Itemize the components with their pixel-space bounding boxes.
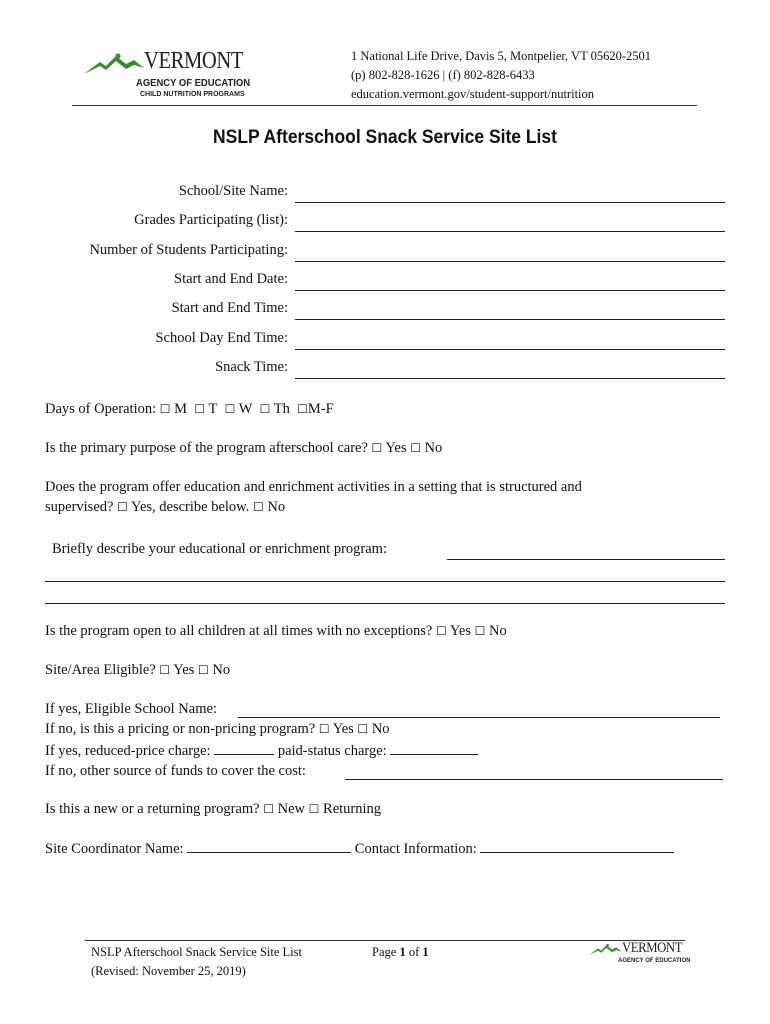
coordinator-name-field[interactable] [187,840,351,853]
education-question-line1: Does the program offer education and enrichment activities in a setting that is structured and [45,479,582,495]
checkbox-site-no[interactable]: ☐ [197,663,209,677]
funds-field[interactable] [345,779,723,780]
mountain-logo-icon [588,942,624,956]
primary-purpose-text: Is the primary purpose of the program afterschool care? [45,440,368,456]
checkbox-monday[interactable]: ☐ [159,402,171,416]
page-number [372,943,429,962]
start-end-time-field[interactable] [295,319,725,320]
current-page: 1 [399,945,406,959]
reduced-price-field[interactable] [214,742,274,755]
snack-time-label: Snack Time: [215,359,288,375]
option-tuesday: T [208,401,218,417]
contact-information-field[interactable] [480,840,674,853]
days-of-operation-label: Days of Operation: [45,401,157,417]
mountain-logo-icon [82,50,148,76]
checkbox-education-no[interactable]: ☐ [252,500,264,514]
new-returning-question [45,801,381,818]
checkbox-primary-yes[interactable]: ☐ [371,441,383,455]
checkbox-education-yes[interactable]: ☐ [117,500,128,514]
site-eligible-question [45,662,230,679]
total-pages: 1 [422,945,429,959]
charges-row [45,742,478,760]
logo-state-name: VERMONT [144,48,244,74]
header-divider [72,105,697,106]
checkbox-pricing-no[interactable]: ☐ [357,722,369,736]
reduced-price-label: If yes, reduced-price charge: [45,743,211,759]
new-returning-text: Is this a new or a returning program? [45,801,260,817]
option-m-f: M-F [307,401,334,417]
grades-participating-label: Grades Participating (list): [134,212,288,228]
coordinator-name-label: Site Coordinator Name: [45,841,184,857]
paid-status-field[interactable] [390,742,478,755]
site-no-label: No [212,662,231,678]
describe-program-field-line2[interactable] [45,581,725,582]
checkbox-m-f[interactable]: ☐ [297,402,308,416]
site-eligible-text: Site/Area Eligible? [45,662,156,678]
checkbox-site-yes[interactable]: ☐ [159,663,171,677]
footer-doc-title: NSLP Afterschool Snack Service Site List [91,945,302,959]
start-end-date-label: Start and End Date: [174,271,288,287]
checkbox-tuesday[interactable]: ☐ [194,402,206,416]
number-of-students-field[interactable] [295,261,725,262]
primary-purpose-question [45,440,442,457]
checkbox-wednesday[interactable]: ☐ [224,402,236,416]
checkbox-returning[interactable]: ☐ [308,802,320,816]
page-of: of [408,945,420,959]
footer-vermont-logo [588,940,691,966]
number-of-students-label: Number of Students Participating: [89,242,288,258]
footer-doc-info [91,943,302,981]
footer-logo-state: VERMONT [622,940,683,956]
returning-label: Returning [323,801,382,817]
start-end-date-field[interactable] [295,290,725,291]
education-question-line2 [45,499,285,516]
footer-logo-agency: AGENCY OF EDUCATION [618,958,691,964]
website-link[interactable]: education.vermont.gov/student-support/nutrition [351,87,595,101]
new-label: New [277,801,306,817]
option-thursday: Th [273,401,290,417]
phone-fax-line: (p) 802-828-1626 | (f) 802-828-6433 [351,68,535,82]
primary-no-label: No [424,440,443,456]
checkbox-new[interactable]: ☐ [263,802,275,816]
education-question-prefix: supervised? [45,499,114,515]
open-to-all-text: Is the program open to all children at all times with no exceptions? [45,623,433,639]
address-line: 1 National Life Drive, Davis 5, Montpelier, VT 05620-2501 [351,49,652,63]
school-day-end-time-label: School Day End Time: [155,330,288,346]
education-no-label: No [267,499,286,515]
eligible-school-field[interactable] [238,717,720,718]
primary-yes-label: Yes [385,440,407,456]
coordinator-row [45,840,674,858]
grades-participating-field[interactable] [295,231,725,232]
start-end-time-label: Start and End Time: [171,300,288,316]
page-title: NSLP Afterschool Snack Service Site List [213,127,557,148]
funds-label: If no, other source of funds to cover the cost: [45,763,306,779]
pricing-no-label: No [371,721,390,737]
logo-agency-name: AGENCY OF EDUCATION [136,77,251,89]
contact-address-block [351,47,651,104]
vermont-aoe-logo [82,48,252,102]
snack-time-field[interactable] [295,378,725,379]
describe-program-field-line3[interactable] [45,603,725,604]
site-yes-label: Yes [173,662,195,678]
pricing-yes-label: Yes [332,721,354,737]
paid-status-label: paid-status charge: [277,743,387,759]
school-site-name-field[interactable] [295,202,725,203]
open-to-all-question [45,623,507,640]
open-no-label: No [488,623,507,639]
logo-program-name: CHILD NUTRITION PROGRAMS [140,91,245,98]
checkbox-open-no[interactable]: ☐ [474,624,486,638]
school-site-name-label: School/Site Name: [178,183,288,199]
checkbox-thursday[interactable]: ☐ [259,402,271,416]
checkbox-open-yes[interactable]: ☐ [436,624,447,638]
pricing-question [45,721,390,738]
describe-program-label: Briefly describe your educational or enrichment program: [52,541,387,557]
checkbox-primary-no[interactable]: ☐ [410,441,421,455]
option-wednesday: W [238,401,253,417]
describe-program-field-line1[interactable] [447,559,725,560]
education-yes-label: Yes, describe below. [130,499,250,515]
footer-revised-date: (Revised: November 25, 2019) [91,964,246,978]
eligible-school-label: If yes, Eligible School Name: [45,701,217,717]
days-of-operation-row [45,401,334,418]
option-monday: M [174,401,188,417]
pricing-text: If no, is this a pricing or non-pricing program? [45,721,316,737]
contact-information-label: Contact Information: [354,841,477,857]
school-day-end-time-field[interactable] [295,349,725,350]
open-yes-label: Yes [449,623,471,639]
footer-divider [85,940,685,941]
page-prefix: Page [372,945,397,959]
checkbox-pricing-yes[interactable]: ☐ [318,722,330,736]
